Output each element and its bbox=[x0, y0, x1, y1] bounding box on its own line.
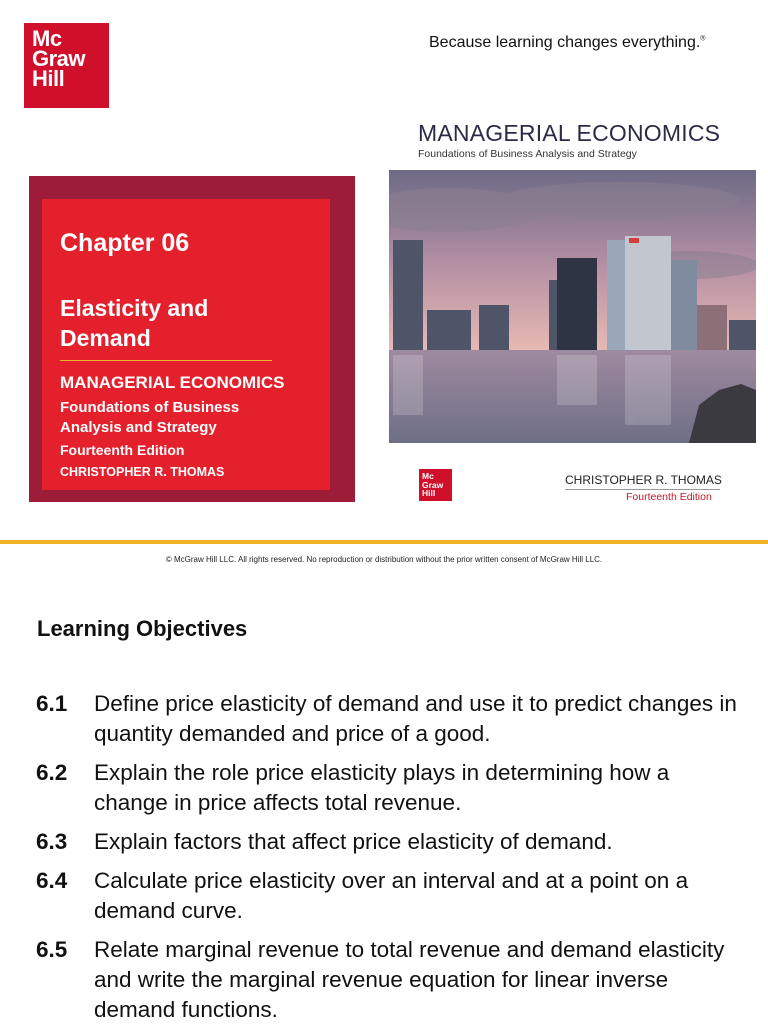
learning-objectives-heading: Learning Objectives bbox=[37, 616, 248, 641]
chapter-box bbox=[42, 199, 330, 490]
objective-text: Explain factors that affect price elasticity of demand. bbox=[94, 829, 613, 854]
cover-logo-line-mc: Mc bbox=[422, 471, 434, 481]
objective-item bbox=[36, 689, 746, 749]
logo-line-hill: Hill bbox=[32, 66, 65, 91]
objective-text: Explain the role price elasticity plays in determining how a change in price affects total revenue. bbox=[94, 760, 670, 815]
objective-item bbox=[36, 866, 746, 926]
chapter-edition: Fourteenth Edition bbox=[60, 442, 185, 458]
objective-number: 6.5 bbox=[36, 937, 68, 962]
objective-text: Define price elasticity of demand and use it to predict changes in quantity demanded and price of a good. bbox=[94, 691, 737, 746]
chapter-number: Chapter 06 bbox=[60, 229, 190, 257]
chapter-author: CHRISTOPHER R. THOMAS bbox=[60, 465, 225, 479]
objective-number: 6.4 bbox=[36, 868, 68, 893]
cover-logo-line-graw: Graw bbox=[422, 479, 444, 490]
cover-author: CHRISTOPHER R. THOMAS bbox=[565, 473, 722, 487]
tagline bbox=[429, 34, 705, 52]
chapter-title: Elasticity and Demand bbox=[60, 295, 209, 351]
cover-title: MANAGERIAL ECONOMICS bbox=[418, 120, 721, 146]
copyright-notice: © McGraw Hill LLC. All rights reserved. No reproduction or distribution without the prior written consent of McGraw Hill LLC. bbox=[165, 555, 603, 564]
objective-item bbox=[36, 827, 746, 857]
objective-text: Relate marginal revenue to total revenue and demand elasticity and write the marginal revenue equation for linear inverse demand functions. bbox=[94, 937, 725, 1022]
learning-objectives-list bbox=[36, 689, 746, 1034]
tagline-text: Because learning changes everything. bbox=[429, 34, 701, 51]
objective-number: 6.1 bbox=[36, 691, 68, 716]
chapter-divider bbox=[60, 360, 272, 361]
logo-line-graw: Graw bbox=[32, 46, 86, 71]
chapter-book-title: MANAGERIAL ECONOMICS bbox=[60, 373, 285, 392]
logo-line-mc: Mc bbox=[32, 26, 62, 51]
gold-divider bbox=[0, 540, 768, 544]
objective-text: Calculate price elasticity over an interval and at a point on a demand curve. bbox=[94, 868, 689, 923]
objective-item bbox=[36, 935, 746, 1025]
mcgraw-hill-logo bbox=[24, 23, 109, 108]
chapter-book-subtitle: Foundations of Business Analysis and Strategy bbox=[60, 399, 240, 436]
registered-mark: ® bbox=[700, 35, 706, 43]
objective-number: 6.2 bbox=[36, 760, 68, 785]
cover-mcgraw-hill-logo bbox=[419, 469, 452, 501]
objective-number: 6.3 bbox=[36, 829, 68, 854]
cover-subtitle: Foundations of Business Analysis and Strategy bbox=[418, 148, 637, 160]
cover-logo-line-hill: Hill bbox=[422, 488, 436, 498]
objective-item bbox=[36, 758, 746, 818]
cover-city-photo bbox=[389, 170, 756, 443]
city-skyline-illustration bbox=[389, 170, 756, 443]
cover-divider bbox=[565, 489, 720, 490]
cover-edition: Fourteenth Edition bbox=[626, 491, 712, 503]
